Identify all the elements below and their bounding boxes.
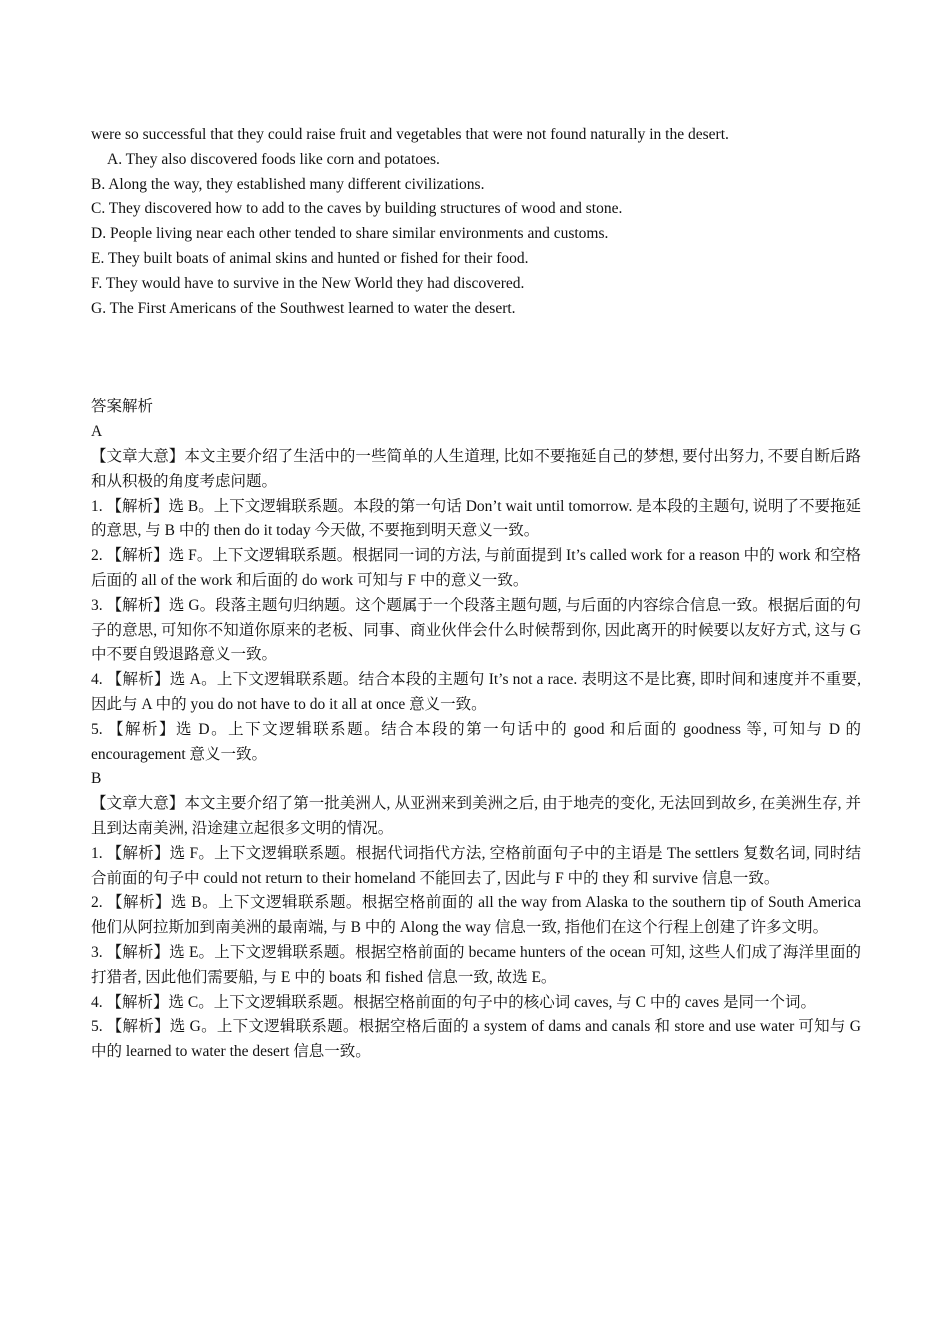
intro-line: were so successful that they could raise fruit and vegetables that were not found naturally in the desert.	[91, 126, 729, 143]
answer-item: 5. 【解析】选 G。上下文逻辑联系题。根据空格后面的 a system of dams and canals 和 store and use water 可知与 G 中的 learned to water the desert 信息一致。	[91, 1018, 861, 1061]
section-summary: 【文章大意】本文主要介绍了第一批美洲人, 从亚洲来到美洲之后, 由于地壳的变化, 无法回到故乡, 在美洲生存, 并且到达南美洲, 沿途建立起很多文明的情况。	[91, 795, 861, 837]
option-b: B. Along the way, they established many different civilizations.	[91, 175, 485, 193]
section-gap	[91, 321, 861, 395]
section-label: A	[91, 423, 103, 441]
section-summary: 【文章大意】本文主要介绍了生活中的一些简单的人生道理, 比如不要拖延自己的梦想, 要付出努力, 不要自断后路和从积极的角度考虑问题。	[91, 447, 861, 490]
answer-section-b	[91, 767, 861, 1065]
option-d: D. People living near each other tended to share similar environments and customs.	[91, 225, 609, 243]
answer-item: 3. 【解析】选 E。上下文逻辑联系题。根据空格前面的 became hunters of the ocean 可知, 这些人们成了海洋里面的打猎者, 因此他们需要船, 与 E 中的 boats 和 fished 信息一致, 故选 E。	[91, 943, 861, 986]
option-a: A. They also discovered foods like corn and potatoes.	[107, 150, 440, 168]
answer-item: 1. 【解析】选 B。上下文逻辑联系题。本段的第一句话 Don’t wait until tomorrow. 是本段的主题句, 说明了不要拖延的意思, 与 B 中的 then do it today 今天做, 不要拖到明天意义一致。	[91, 497, 861, 540]
option-g: G. The First Americans of the Southwest learned to water the desert.	[91, 299, 516, 317]
option-c: C. They discovered how to add to the caves by building structures of wood and stone.	[91, 200, 623, 218]
answer-section-a	[91, 420, 861, 767]
options-list	[91, 148, 861, 322]
answer-item: 5. 【解析】选 D。上下文逻辑联系题。结合本段的第一句话中的 good 和后面的 goodness 等, 可知与 D 的 encouragement 意义一致。	[91, 720, 861, 763]
answers-heading: 答案解析	[91, 398, 154, 416]
option-e: E. They built boats of animal skins and hunted or fished for their food.	[91, 249, 529, 267]
answer-item: 4. 【解析】选 A。上下文逻辑联系题。结合本段的主题句 It’s not a race. 表明这不是比赛, 即时间和速度并不重要, 因此与 A 中的 you do not have to do it all at once 意义一致。	[91, 671, 861, 713]
answer-item: 2. 【解析】选 F。上下文逻辑联系题。根据同一词的方法, 与前面提到 It’s called work for a reason 中的 work 和空格后面的 all of the work 和后面的 do work 可知与 F 中的意义一致。	[91, 547, 861, 589]
answer-item: 4. 【解析】选 C。上下文逻辑联系题。根据空格前面的句子中的核心词 caves, 与 C 中的 caves 是同一个词。	[91, 993, 817, 1011]
answer-item: 1. 【解析】选 F。上下文逻辑联系题。根据代词指代方法, 空格前面句子中的主语是 The settlers 复数名词, 同时结合前面的句子中 could not return to their homeland 不能回去了, 因此与 F 中的 they 和 survive 信息一致。	[91, 844, 861, 887]
document-page	[91, 123, 861, 1065]
answer-item: 3. 【解析】选 G。段落主题句归纳题。这个题属于一个段落主题句题, 与后面的内容综合信息一致。根据后面的句子的意思, 可知你不知道你原来的老板、同事、商业伙伴会什么时候帮到你, 因此离开的时候要以友好方式, 这与 G 中不要自毁退路意义一致。	[91, 596, 861, 664]
option-f: F. They would have to survive in the New World they had discovered.	[91, 274, 525, 292]
answer-item: 2. 【解析】选 B。上下文逻辑联系题。根据空格前面的 all the way from Alaska to the southern tip of South America 他们从阿拉斯加到南美洲的最南端, 与 B 中的 Along the way 信息一致, 指他们在这个行程上创建了许多文明。	[91, 894, 861, 937]
section-label: B	[91, 770, 102, 788]
